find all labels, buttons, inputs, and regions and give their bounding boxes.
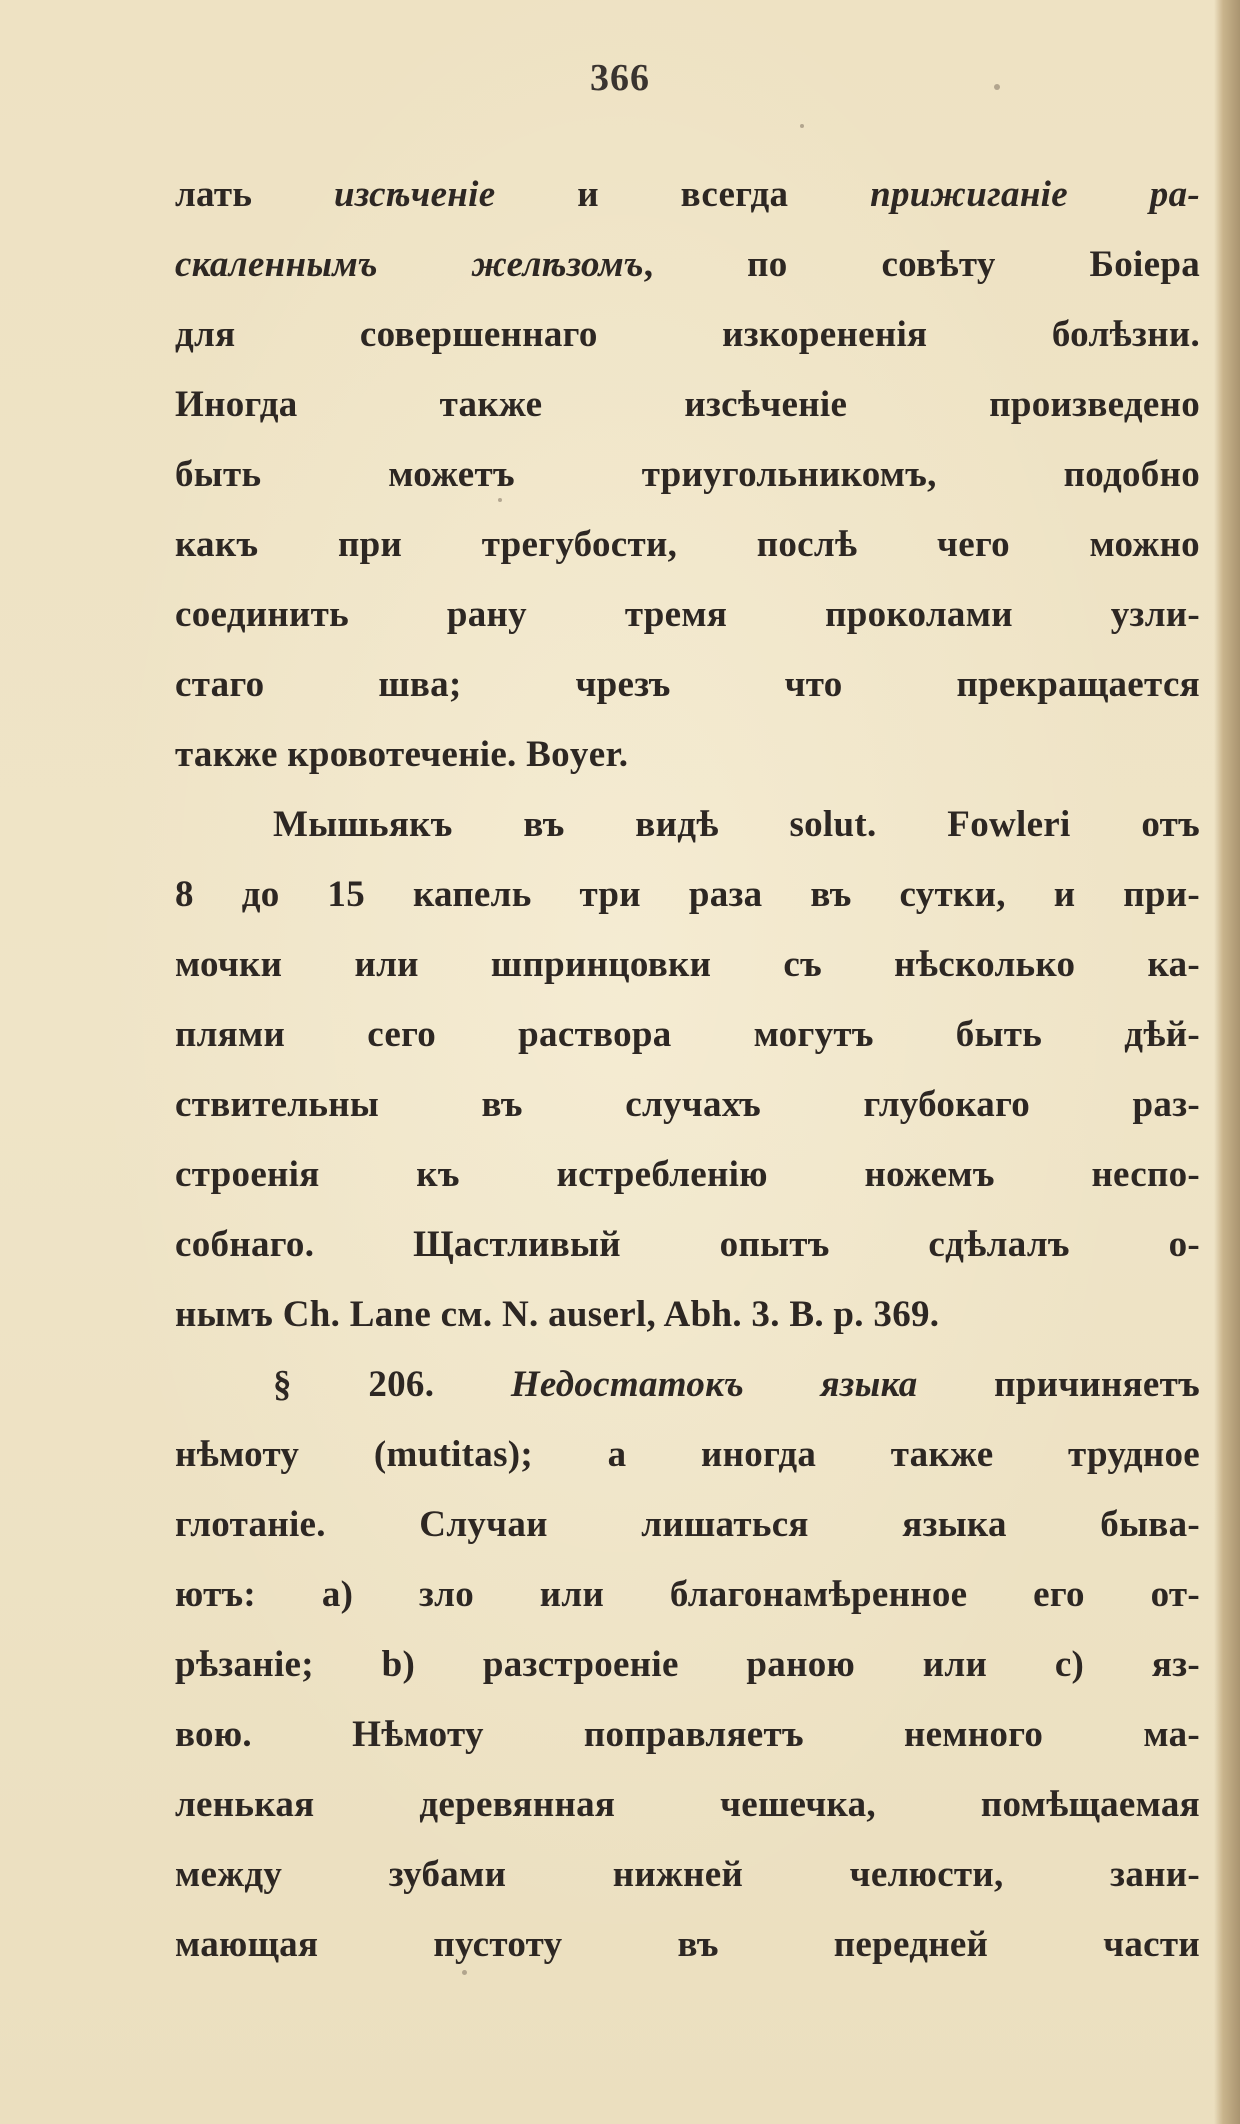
text-segment: ленькая деревянная чешечка, помѣщаемая bbox=[175, 1784, 1200, 1825]
text-segment: ютъ: a) зло или благонамѣренное его от- bbox=[175, 1574, 1200, 1615]
text-line bbox=[175, 1420, 1200, 1490]
text-segment: мочки или шпринцовки съ нѣсколько ка- bbox=[175, 944, 1200, 985]
text-line bbox=[175, 1490, 1200, 1560]
text-segment: соединить рану тремя проколами узли- bbox=[175, 594, 1200, 635]
text-segment: лать bbox=[175, 174, 335, 215]
text-line bbox=[175, 1140, 1200, 1210]
text-segment: и всегда bbox=[495, 174, 871, 215]
text-segment: также кровотеченіе. Boyer. bbox=[175, 734, 629, 775]
text-segment: , по совѣту Боіера bbox=[643, 244, 1200, 285]
text-segment: быть можетъ триугольникомъ, подобно bbox=[175, 454, 1200, 495]
italic-text: Недостатокъ языка bbox=[510, 1364, 918, 1405]
text-segment: строенія къ истребленію ножемъ неспо- bbox=[175, 1154, 1200, 1195]
italic-text: скаленнымъ желѣзомъ bbox=[175, 244, 644, 285]
text-line bbox=[175, 300, 1200, 370]
text-segment: собнаго. Щастливый опытъ сдѣлалъ о- bbox=[175, 1224, 1200, 1265]
text-segment: Иногда также изсѣченіе произведено bbox=[175, 384, 1200, 425]
text-segment: нѣмоту (mutitas); а иногда также трудное bbox=[175, 1434, 1200, 1475]
text-line bbox=[175, 790, 1200, 860]
text-line bbox=[175, 1350, 1200, 1420]
page-edge-shadow bbox=[1214, 0, 1240, 2124]
text-segment: рѣзаніе; b) разстроеніе раною или c) яз- bbox=[175, 1644, 1200, 1685]
text-segment: глотаніе. Случаи лишаться языка быва- bbox=[175, 1504, 1200, 1545]
text-line bbox=[175, 1560, 1200, 1630]
text-segment: нымъ Ch. Lane см. N. auserl, Abh. 3. B. p. 369. bbox=[175, 1294, 940, 1335]
text-line bbox=[175, 860, 1200, 930]
text-line bbox=[175, 720, 1200, 790]
body-text bbox=[175, 160, 1200, 1980]
text-line bbox=[175, 650, 1200, 720]
text-line bbox=[175, 1000, 1200, 1070]
text-line bbox=[175, 1770, 1200, 1840]
text-segment: вою. Нѣмоту поправляетъ немного ма- bbox=[175, 1714, 1200, 1755]
text-line bbox=[175, 1700, 1200, 1770]
text-segment: стаго шва; чрезъ что прекращается bbox=[175, 664, 1200, 705]
text-line bbox=[175, 230, 1200, 300]
text-segment: для совершеннаго изкорененія болѣзни. bbox=[175, 314, 1200, 355]
text-segment: § 206. bbox=[273, 1364, 511, 1405]
page-number: 366 bbox=[590, 57, 650, 99]
text-line bbox=[175, 580, 1200, 650]
italic-text: изсѣченіе bbox=[334, 174, 496, 215]
paper-speck bbox=[800, 124, 804, 128]
text-segment: какъ при трегубости, послѣ чего можно bbox=[175, 524, 1200, 565]
text-segment: между зубами нижней челюсти, зани- bbox=[175, 1854, 1200, 1895]
text-line bbox=[175, 160, 1200, 230]
text-segment: плями сего раствора могутъ быть дѣй- bbox=[175, 1014, 1200, 1055]
text-line bbox=[175, 1840, 1200, 1910]
text-line bbox=[175, 1910, 1200, 1980]
text-segment: 8 до 15 капель три раза въ сутки, и при- bbox=[175, 874, 1200, 915]
text-segment: Мышьякъ въ видѣ solut. Fowleri отъ bbox=[273, 804, 1200, 845]
text-line bbox=[175, 510, 1200, 580]
text-segment: причиняетъ bbox=[917, 1364, 1200, 1405]
italic-text: прижиганіе ра- bbox=[870, 174, 1200, 215]
text-line bbox=[175, 1210, 1200, 1280]
text-line bbox=[175, 440, 1200, 510]
text-line bbox=[175, 370, 1200, 440]
text-line bbox=[175, 1070, 1200, 1140]
text-line bbox=[175, 1280, 1200, 1350]
text-segment: мающая пустоту въ передней части bbox=[175, 1924, 1200, 1965]
text-line bbox=[175, 930, 1200, 1000]
text-segment: ствительны въ случахъ глубокаго раз- bbox=[175, 1084, 1200, 1125]
text-line bbox=[175, 1630, 1200, 1700]
